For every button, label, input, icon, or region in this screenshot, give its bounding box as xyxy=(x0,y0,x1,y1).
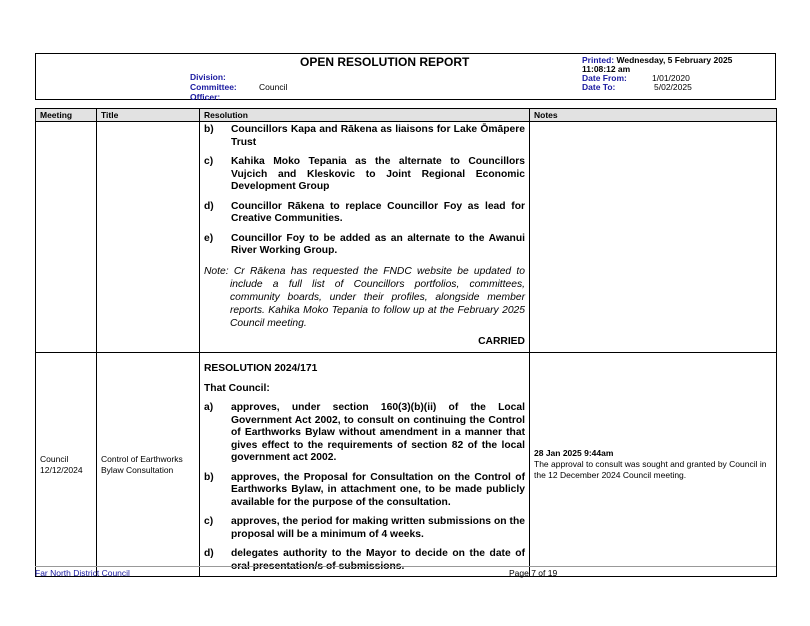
resolution-table xyxy=(35,108,777,577)
column-header-resolution: Resolution xyxy=(200,109,530,122)
date-from-value: 1/01/2020 xyxy=(652,73,690,83)
notes-date: 28 Jan 2025 9:44am xyxy=(534,448,614,458)
date-from-label: Date From: xyxy=(582,73,627,83)
notes-text: The approval to consult was sought and granted by Council in the 12 December 2024 Council meeting. xyxy=(534,459,767,480)
meeting-cell xyxy=(36,353,97,577)
meeting-date: 12/12/2024 xyxy=(40,464,83,475)
column-header-notes: Notes xyxy=(530,109,777,122)
column-header-meeting: Meeting xyxy=(36,109,97,122)
committee-label: Committee: xyxy=(190,82,237,92)
report-title: OPEN RESOLUTION REPORT xyxy=(300,55,470,69)
table-row xyxy=(36,122,777,353)
footer-divider xyxy=(35,566,776,567)
officer-label: Officer: xyxy=(190,92,221,102)
resolution-note: Note: Cr Rākena has requested the FNDC website be updated to include a full list of Councillors portfolios, committees, community boards, under their profiles, alongside member reports. Kahika Moko Tepania to follow up at the February 2025 Council meeting. xyxy=(204,265,525,329)
footer-organization: Far North District Council xyxy=(35,568,130,578)
date-to-label: Date To: xyxy=(582,82,616,92)
resolution-item: e) Councillor Foy to be added as an alternate to the Awanui River Working Group. xyxy=(204,232,525,256)
resolution-cell xyxy=(200,122,530,353)
item-title: Control of Earthworks Bylaw Consultation xyxy=(101,453,183,475)
notes-cell xyxy=(530,122,777,353)
page-number: Page 7 of 19 xyxy=(509,568,558,578)
division-label: Division: xyxy=(190,72,226,82)
table-row xyxy=(36,353,777,577)
title-cell xyxy=(97,122,200,353)
meeting-name: Council xyxy=(40,453,69,464)
committee-value: Council xyxy=(259,82,288,92)
resolution-item: c) approves, the period for making written submissions on the proposal will be a minimum of 4 weeks. xyxy=(204,516,525,540)
resolution-cell xyxy=(200,353,530,577)
resolution-item: a) approves, under section 160(3)(b)(ii) of the Local Government Act 2002, to consult on continuing the Control of Earthworks Bylaw without amendment in a manner that gives effect to the requirements of section 82 of the local government act 2002. xyxy=(204,402,525,463)
resolution-heading: RESOLUTION 2024/171 xyxy=(204,363,318,374)
title-cell xyxy=(97,353,200,577)
printed-time: 11:08:12 am xyxy=(582,64,631,74)
printed-label: Printed: xyxy=(582,55,615,65)
carried-status: CARRIED xyxy=(478,335,525,347)
resolution-item: d) Councillor Rākena to replace Councillor Foy as lead for Creative Communities. xyxy=(204,200,525,224)
notes-cell xyxy=(530,353,777,577)
column-header-title: Title xyxy=(97,109,200,122)
that-council-label: That Council: xyxy=(204,382,270,394)
resolution-item: c) Kahika Moko Tepania as the alternate to Councillors Vujcich and Kleskovic to Joint Regional Economic Development Group xyxy=(204,156,525,192)
meeting-cell xyxy=(36,122,97,353)
resolution-item: b) Councillors Kapa and Rākena as liaisons for Lake Ōmāpere Trust xyxy=(204,124,525,148)
printed-value: Wednesday, 5 February 2025 xyxy=(616,55,733,65)
resolution-item: b) approves, the Proposal for Consultation on the Control of Earthworks Bylaw, in attachment one, to be made publicly available for the purpose of the consultation. xyxy=(204,471,525,508)
table-header-row xyxy=(36,109,777,122)
date-to-value: 5/02/2025 xyxy=(654,82,692,92)
resolution-item: d) delegates authority to the Mayor to decide on the date of oral presentation/s of submissions. xyxy=(204,548,525,572)
